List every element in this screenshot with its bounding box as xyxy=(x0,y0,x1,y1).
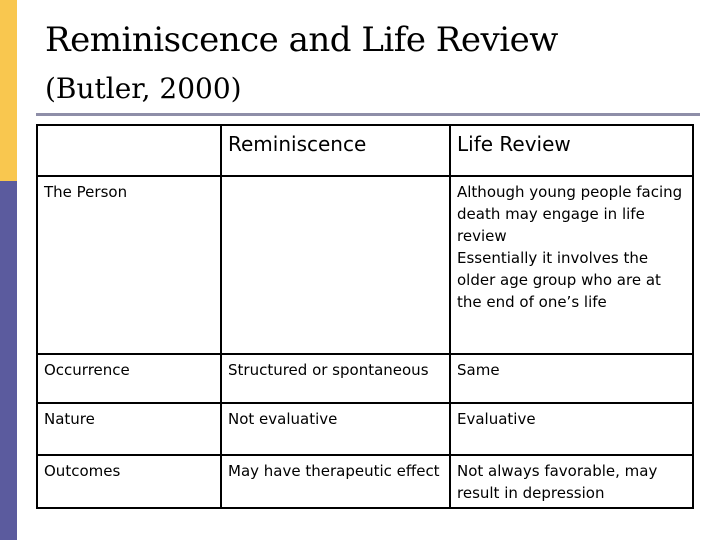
header-cell-empty xyxy=(37,125,221,176)
row-label-outcomes: Outcomes xyxy=(37,455,221,508)
row-label-occurrence: Occurrence xyxy=(37,354,221,403)
header-cell-life-review: Life Review xyxy=(450,125,693,176)
cell-text: Essentially it involves the older age group who are at the end of one’s life xyxy=(457,249,661,311)
cell-reminiscence xyxy=(221,176,450,354)
title-divider xyxy=(36,113,700,116)
slide-subtitle: (Butler, 2000) xyxy=(45,72,242,105)
table-row xyxy=(37,176,693,354)
cell-life-review xyxy=(450,176,693,354)
table-header-row xyxy=(37,125,693,176)
cell-life-review: Evaluative xyxy=(450,403,693,455)
cell-life-review: Same xyxy=(450,354,693,403)
table-row xyxy=(37,403,693,455)
row-label-nature: Nature xyxy=(37,403,221,455)
header-cell-reminiscence: Reminiscence xyxy=(221,125,450,176)
table-row xyxy=(37,455,693,508)
cell-reminiscence: May have therapeutic effect xyxy=(221,455,450,508)
cell-text: Although young people facing death may engage in life review xyxy=(457,183,683,245)
row-label-the-person: The Person xyxy=(37,176,221,354)
cell-reminiscence: Structured or spontaneous xyxy=(221,354,450,403)
table-row xyxy=(37,354,693,403)
cell-reminiscence: Not evaluative xyxy=(221,403,450,455)
slide-title: Reminiscence and Life Review xyxy=(45,20,558,60)
accent-bar-yellow xyxy=(0,0,17,181)
accent-bar-purple xyxy=(0,181,17,540)
comparison-table xyxy=(36,124,694,509)
cell-life-review: Not always favorable, may result in depression xyxy=(450,455,693,508)
